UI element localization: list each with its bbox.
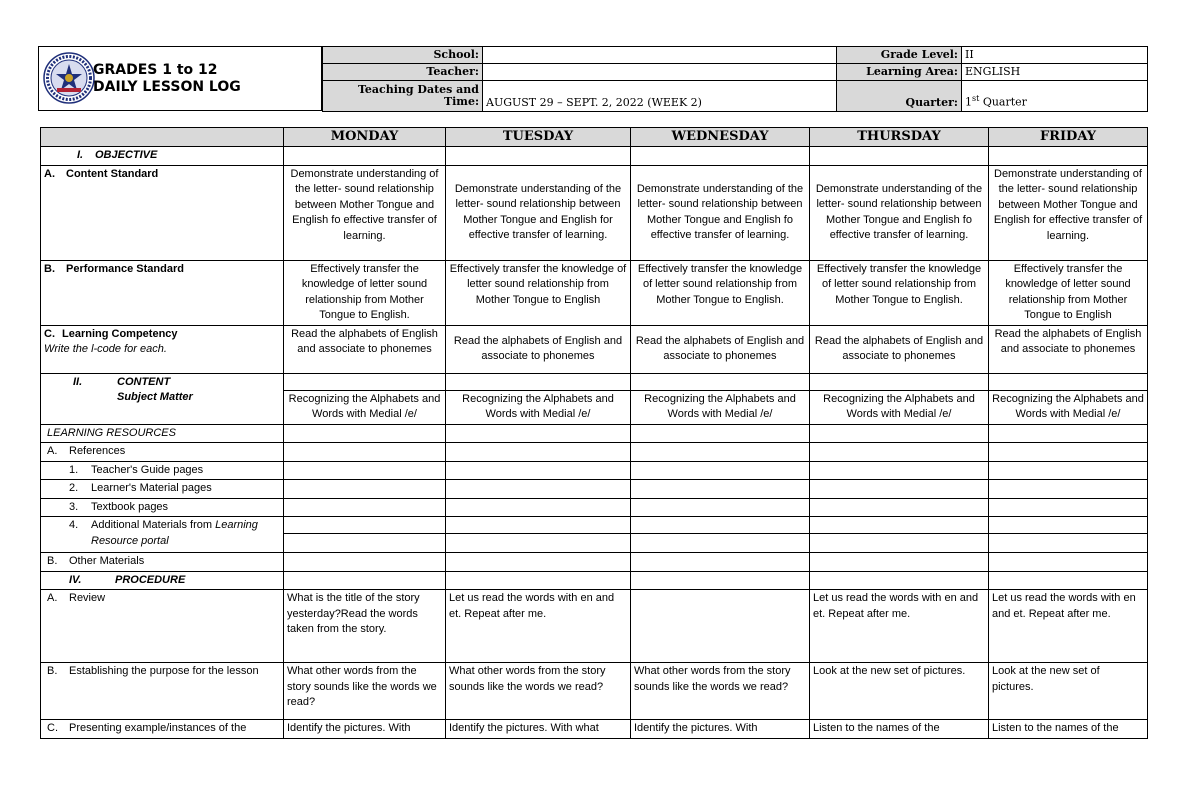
content-standard-label: Content Standard bbox=[66, 167, 159, 180]
deped-seal-icon bbox=[43, 52, 95, 104]
other-materials-heading bbox=[41, 553, 284, 572]
textbook-pages-row bbox=[41, 498, 1148, 517]
content-standard-thursday[interactable]: Demonstrate understanding of the letter- sound relationship between Mother Tongue and English fo effective transfer of learning. bbox=[810, 165, 989, 260]
purpose-row bbox=[41, 663, 1148, 720]
header-title-line1: GRADES 1 to 12 bbox=[93, 62, 218, 78]
performance-standard-tuesday[interactable]: Effectively transfer the knowledge of letter sound relationship from Mother Tongue to English bbox=[446, 260, 631, 325]
presenting-friday[interactable]: Listen to the names of the bbox=[989, 720, 1148, 739]
content-wednesday[interactable] bbox=[631, 373, 810, 390]
competency-num: C. bbox=[44, 327, 55, 340]
procedure-tuesday[interactable] bbox=[446, 571, 631, 590]
textbook-pages-wednesday[interactable] bbox=[631, 498, 810, 517]
textbook-pages-label: Textbook pages bbox=[91, 500, 169, 513]
learning-resources-friday[interactable] bbox=[989, 424, 1148, 443]
content-tuesday[interactable] bbox=[446, 373, 631, 390]
competency-wednesday[interactable]: Read the alphabets of English and associate to phonemes bbox=[631, 325, 810, 373]
teachers-guide-thursday[interactable] bbox=[810, 461, 989, 480]
learners-material-heading bbox=[41, 480, 284, 499]
teachers-guide-num: 1. bbox=[69, 463, 79, 476]
presenting-row bbox=[41, 720, 1148, 739]
additional-materials-num: 4. bbox=[69, 519, 79, 531]
performance-standard-num: B. bbox=[44, 262, 55, 275]
objective-tuesday[interactable] bbox=[446, 147, 631, 166]
presenting-wednesday[interactable]: Identify the pictures. With bbox=[631, 720, 810, 739]
additional-materials-friday[interactable] bbox=[989, 517, 1148, 534]
content-standard-tuesday[interactable]: Demonstrate understanding of the letter- sound relationship between Mother Tongue and English for effective transfer of learning. bbox=[446, 165, 631, 260]
presenting-thursday[interactable]: Listen to the names of the bbox=[810, 720, 989, 739]
teacher-label: Teacher: bbox=[323, 64, 483, 81]
competency-label: Learning Competency bbox=[62, 327, 178, 340]
teaching-dates-label-line2: Time: bbox=[443, 95, 479, 108]
objective-heading bbox=[41, 147, 284, 166]
content-standard-wednesday[interactable]: Demonstrate understanding of the letter- sound relationship between Mother Tongue and English fo effective transfer of learning. bbox=[631, 165, 810, 260]
objective-wednesday[interactable] bbox=[631, 147, 810, 166]
teachers-guide-wednesday[interactable] bbox=[631, 461, 810, 480]
header-title-line2: DAILY LESSON LOG bbox=[93, 79, 241, 95]
teachers-guide-row bbox=[41, 461, 1148, 480]
review-label: Review bbox=[69, 592, 106, 604]
lesson-grid bbox=[40, 127, 1148, 739]
procedure-monday[interactable] bbox=[284, 571, 446, 590]
presenting-num: C. bbox=[47, 722, 58, 734]
teachers-guide-monday[interactable] bbox=[284, 461, 446, 480]
additional-materials-tuesday[interactable] bbox=[446, 517, 631, 534]
purpose-tuesday[interactable]: What other words from the story sounds like the words we read? bbox=[446, 663, 631, 720]
objective-monday[interactable] bbox=[284, 147, 446, 166]
teachers-guide-heading bbox=[41, 461, 284, 480]
other-materials-thursday[interactable] bbox=[810, 553, 989, 572]
content-standard-heading bbox=[41, 165, 284, 260]
day-header-friday: FRIDAY bbox=[989, 128, 1148, 147]
references-wednesday[interactable] bbox=[631, 443, 810, 462]
procedure-num: IV. bbox=[69, 573, 82, 586]
additional-materials-2-tuesday[interactable] bbox=[446, 534, 631, 553]
performance-standard-thursday[interactable]: Effectively transfer the knowledge of letter sound relationship from Mother Tongue to English. bbox=[810, 260, 989, 325]
presenting-tuesday[interactable]: Identify the pictures. With what bbox=[446, 720, 631, 739]
procedure-label: PROCEDURE bbox=[115, 573, 186, 586]
teaching-dates-label bbox=[323, 81, 483, 112]
review-tuesday[interactable]: Let us read the words with en and et. Repeat after me. bbox=[446, 590, 631, 663]
references-monday[interactable] bbox=[284, 443, 446, 462]
teachers-guide-label: Teacher's Guide pages bbox=[91, 463, 204, 476]
objective-num: I. bbox=[77, 149, 84, 161]
learning-resources-row bbox=[41, 424, 1148, 443]
review-thursday[interactable]: Let us read the words with en and et. Repeat after me. bbox=[810, 590, 989, 663]
teachers-guide-friday[interactable] bbox=[989, 461, 1148, 480]
corner-cell bbox=[41, 128, 284, 147]
content-thursday[interactable] bbox=[810, 373, 989, 390]
learning-area-label: Learning Area: bbox=[837, 64, 962, 81]
review-wednesday[interactable] bbox=[631, 590, 810, 663]
additional-materials-2-thursday[interactable] bbox=[810, 534, 989, 553]
additional-materials-label-a: Additional Materials from bbox=[91, 519, 216, 531]
procedure-friday[interactable] bbox=[989, 571, 1148, 590]
review-num: A. bbox=[47, 592, 58, 604]
day-header-tuesday: TUESDAY bbox=[446, 128, 631, 147]
school-label: School: bbox=[323, 47, 483, 64]
review-monday[interactable]: What is the title of the story yesterday?Read the words taken from the story. bbox=[284, 590, 446, 663]
additional-materials-monday[interactable] bbox=[284, 517, 446, 534]
header-title bbox=[93, 62, 241, 96]
learning-resources-monday[interactable] bbox=[284, 424, 446, 443]
review-friday[interactable]: Let us read the words with en and et. Repeat after me. bbox=[989, 590, 1148, 663]
textbook-pages-num: 3. bbox=[69, 500, 79, 513]
teachers-guide-tuesday[interactable] bbox=[446, 461, 631, 480]
objective-thursday[interactable] bbox=[810, 147, 989, 166]
objective-label: OBJECTIVE bbox=[95, 149, 158, 161]
performance-standard-monday[interactable]: Effectively transfer the knowledge of letter sound relationship from Mother Tongue to English. bbox=[284, 260, 446, 325]
content-standard-row bbox=[41, 165, 1148, 260]
content-standard-friday[interactable]: Demonstrate understanding of the letter- sound relationship between Mother Tongue and English for effective transfer of learning. bbox=[989, 165, 1148, 260]
textbook-pages-thursday[interactable] bbox=[810, 498, 989, 517]
quarter-number: 1 bbox=[965, 96, 972, 109]
header-title-box bbox=[38, 46, 322, 111]
subject-matter-tuesday[interactable]: Recognizing the Alphabets and Words with Medial /e/ bbox=[446, 390, 631, 424]
presenting-heading bbox=[41, 720, 284, 739]
procedure-thursday[interactable] bbox=[810, 571, 989, 590]
quarter-field[interactable] bbox=[962, 81, 1148, 112]
learning-resources-thursday[interactable] bbox=[810, 424, 989, 443]
purpose-friday[interactable]: Look at the new set of pictures. bbox=[989, 663, 1148, 720]
content-standard-monday[interactable]: Demonstrate understanding of the letter- sound relationship between Mother Tongue and English fo effective transfer of learning. bbox=[284, 165, 446, 260]
subject-matter-thursday[interactable]: Recognizing the Alphabets and Words with Medial /e/ bbox=[810, 390, 989, 424]
additional-materials-label-c: Resource portal bbox=[91, 534, 169, 547]
learners-material-monday[interactable] bbox=[284, 480, 446, 499]
grade-level-label: Grade Level: bbox=[837, 47, 962, 64]
performance-standard-row bbox=[41, 260, 1148, 325]
header-info-table bbox=[322, 46, 1148, 112]
other-materials-tuesday[interactable] bbox=[446, 553, 631, 572]
additional-materials-label-b: Learning bbox=[215, 519, 258, 531]
references-heading bbox=[41, 443, 284, 462]
content-row bbox=[41, 373, 1148, 390]
references-row bbox=[41, 443, 1148, 462]
competency-friday[interactable]: Read the alphabets of English and associate to phonemes bbox=[989, 325, 1148, 373]
purpose-monday[interactable]: What other words from the story sounds like the words we read? bbox=[284, 663, 446, 720]
additional-materials-heading bbox=[41, 517, 284, 553]
learners-material-thursday[interactable] bbox=[810, 480, 989, 499]
day-header-wednesday: WEDNESDAY bbox=[631, 128, 810, 147]
teaching-dates-field[interactable]: AUGUST 29 – SEPT. 2, 2022 (WEEK 2) bbox=[483, 81, 837, 112]
other-materials-friday[interactable] bbox=[989, 553, 1148, 572]
competency-thursday[interactable]: Read the alphabets of English and associate to phonemes bbox=[810, 325, 989, 373]
day-header-row bbox=[41, 128, 1148, 147]
procedure-wednesday[interactable] bbox=[631, 571, 810, 590]
additional-materials-row bbox=[41, 517, 1148, 534]
references-label: References bbox=[69, 445, 126, 457]
learners-material-num: 2. bbox=[69, 482, 79, 494]
content-label: CONTENT bbox=[117, 375, 171, 388]
performance-standard-label: Performance Standard bbox=[66, 262, 184, 275]
subject-matter-friday[interactable]: Recognizing the Alphabets and Words with Medial /e/ bbox=[989, 390, 1148, 424]
other-materials-row bbox=[41, 553, 1148, 572]
teacher-field[interactable] bbox=[483, 64, 837, 81]
additional-materials-2-monday[interactable] bbox=[284, 534, 446, 553]
content-num: II. bbox=[73, 375, 83, 388]
procedure-row bbox=[41, 571, 1148, 590]
learning-area-field[interactable]: ENGLISH bbox=[962, 64, 1148, 81]
content-heading bbox=[41, 373, 284, 424]
other-materials-wednesday[interactable] bbox=[631, 553, 810, 572]
day-header-monday: MONDAY bbox=[284, 128, 446, 147]
content-standard-num: A. bbox=[44, 167, 55, 180]
quarter-suffix: st bbox=[972, 94, 980, 104]
objective-row bbox=[41, 147, 1148, 166]
grade-level-field[interactable]: II bbox=[962, 47, 1148, 64]
subject-matter-label: Subject Matter bbox=[117, 391, 193, 403]
other-materials-num: B. bbox=[47, 555, 58, 567]
competency-row bbox=[41, 325, 1148, 373]
references-num: A. bbox=[47, 445, 58, 457]
purpose-num: B. bbox=[47, 665, 58, 677]
purpose-label: Establishing the purpose for the lesson bbox=[69, 665, 259, 677]
school-field[interactable] bbox=[483, 47, 837, 64]
textbook-pages-tuesday[interactable] bbox=[446, 498, 631, 517]
textbook-pages-monday[interactable] bbox=[284, 498, 446, 517]
textbook-pages-friday[interactable] bbox=[989, 498, 1148, 517]
competency-heading bbox=[41, 325, 284, 373]
subject-matter-wednesday[interactable]: Recognizing the Alphabets and Words with Medial /e/ bbox=[631, 390, 810, 424]
performance-standard-heading bbox=[41, 260, 284, 325]
references-friday[interactable] bbox=[989, 443, 1148, 462]
learners-material-label: Learner's Material pages bbox=[91, 482, 212, 494]
learners-material-wednesday[interactable] bbox=[631, 480, 810, 499]
presenting-label: Presenting example/instances of the bbox=[69, 722, 247, 734]
purpose-thursday[interactable]: Look at the new set of pictures. bbox=[810, 663, 989, 720]
purpose-wednesday[interactable]: What other words from the story sounds like the words we read? bbox=[631, 663, 810, 720]
other-materials-label: Other Materials bbox=[69, 555, 145, 567]
learners-material-row bbox=[41, 480, 1148, 499]
competency-tuesday[interactable]: Read the alphabets of English and associate to phonemes bbox=[446, 325, 631, 373]
textbook-pages-heading bbox=[41, 498, 284, 517]
learning-resources-wednesday[interactable] bbox=[631, 424, 810, 443]
content-monday[interactable] bbox=[284, 373, 446, 390]
teaching-dates-label-line1: Teaching Dates and bbox=[357, 83, 479, 96]
additional-materials-2-friday[interactable] bbox=[989, 534, 1148, 553]
purpose-heading bbox=[41, 663, 284, 720]
other-materials-monday[interactable] bbox=[284, 553, 446, 572]
review-heading bbox=[41, 590, 284, 663]
performance-standard-friday[interactable]: Effectively transfer the knowledge of letter sound relationship from Mother Tongue to English bbox=[989, 260, 1148, 325]
references-tuesday[interactable] bbox=[446, 443, 631, 462]
additional-materials-2-wednesday[interactable] bbox=[631, 534, 810, 553]
performance-standard-wednesday[interactable]: Effectively transfer the knowledge of letter sound relationship from Mother Tongue to English. bbox=[631, 260, 810, 325]
learning-resources-heading: LEARNING RESOURCES bbox=[41, 424, 284, 443]
content-friday[interactable] bbox=[989, 373, 1148, 390]
day-header-thursday: THURSDAY bbox=[810, 128, 989, 147]
learning-resources-tuesday[interactable] bbox=[446, 424, 631, 443]
subject-matter-monday[interactable]: Recognizing the Alphabets and Words with Medial /e/ bbox=[284, 390, 446, 424]
learners-material-friday[interactable] bbox=[989, 480, 1148, 499]
objective-friday[interactable] bbox=[989, 147, 1148, 166]
additional-materials-wednesday[interactable] bbox=[631, 517, 810, 534]
competency-monday[interactable]: Read the alphabets of English and associate to phonemes bbox=[284, 325, 446, 373]
quarter-text: Quarter bbox=[979, 96, 1027, 109]
competency-note: Write the l-code for each. bbox=[44, 343, 167, 355]
presenting-monday[interactable]: Identify the pictures. With bbox=[284, 720, 446, 739]
additional-materials-thursday[interactable] bbox=[810, 517, 989, 534]
quarter-label: Quarter: bbox=[837, 81, 962, 112]
learners-material-tuesday[interactable] bbox=[446, 480, 631, 499]
review-row bbox=[41, 590, 1148, 663]
procedure-heading bbox=[41, 571, 284, 590]
references-thursday[interactable] bbox=[810, 443, 989, 462]
